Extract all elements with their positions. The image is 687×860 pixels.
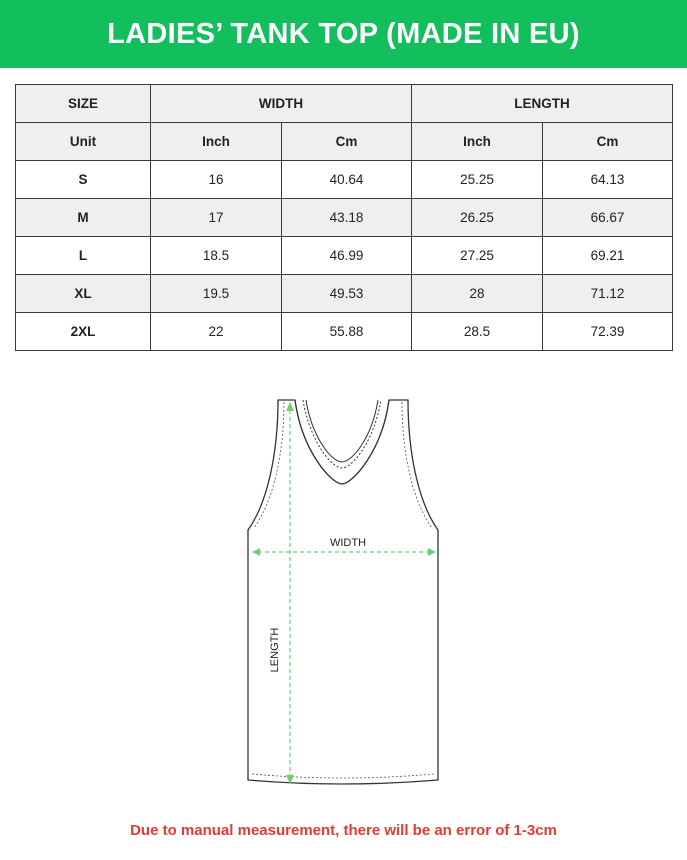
size-chart-table — [15, 84, 673, 351]
table-row — [16, 275, 673, 313]
length-label: LENGTH — [269, 627, 281, 673]
table-row — [16, 237, 673, 275]
width-unit-cm: Cm — [282, 123, 412, 161]
length-header: LENGTH — [412, 85, 673, 123]
width-inch-cell: 16 — [151, 161, 282, 199]
width-cm-cell: 46.99 — [282, 237, 412, 275]
length-cm-cell: 72.39 — [543, 313, 673, 351]
width-cm-cell: 49.53 — [282, 275, 412, 313]
width-inch-cell: 19.5 — [151, 275, 282, 313]
width-unit-inch: Inch — [151, 123, 282, 161]
size-cell: XL — [16, 275, 151, 313]
width-inch-cell: 17 — [151, 199, 282, 237]
length-inch-cell: 28.5 — [412, 313, 543, 351]
length-cm-cell: 64.13 — [543, 161, 673, 199]
size-cell: M — [16, 199, 151, 237]
width-cm-cell: 43.18 — [282, 199, 412, 237]
width-header: WIDTH — [151, 85, 412, 123]
length-inch-cell: 26.25 — [412, 199, 543, 237]
length-inch-cell: 28 — [412, 275, 543, 313]
length-cm-cell: 69.21 — [543, 237, 673, 275]
table-row — [16, 199, 673, 237]
size-cell: S — [16, 161, 151, 199]
width-cm-cell: 55.88 — [282, 313, 412, 351]
size-header: SIZE — [16, 85, 151, 123]
title-banner — [0, 0, 687, 68]
size-cell: L — [16, 237, 151, 275]
table-row — [16, 161, 673, 199]
unit-label: Unit — [16, 123, 151, 161]
size-cell: 2XL — [16, 313, 151, 351]
length-cm-cell: 71.12 — [543, 275, 673, 313]
tank-top-outline-icon — [248, 400, 438, 784]
unit-row — [16, 123, 673, 161]
table-header-row — [16, 85, 673, 123]
page-title: LADIES’ TANK TOP (MADE IN EU) — [107, 17, 580, 50]
width-cm-cell: 40.64 — [282, 161, 412, 199]
width-inch-cell: 18.5 — [151, 237, 282, 275]
length-cm-cell: 66.67 — [543, 199, 673, 237]
length-inch-cell: 27.25 — [412, 237, 543, 275]
measurement-note: Due to manual measurement, there will be an error of 1-3cm — [130, 822, 557, 839]
length-unit-cm: Cm — [543, 123, 673, 161]
table-row — [16, 313, 673, 351]
width-label: WIDTH — [329, 537, 367, 549]
length-unit-inch: Inch — [412, 123, 543, 161]
width-inch-cell: 22 — [151, 313, 282, 351]
tank-top-diagram — [232, 392, 452, 798]
length-inch-cell: 25.25 — [412, 161, 543, 199]
